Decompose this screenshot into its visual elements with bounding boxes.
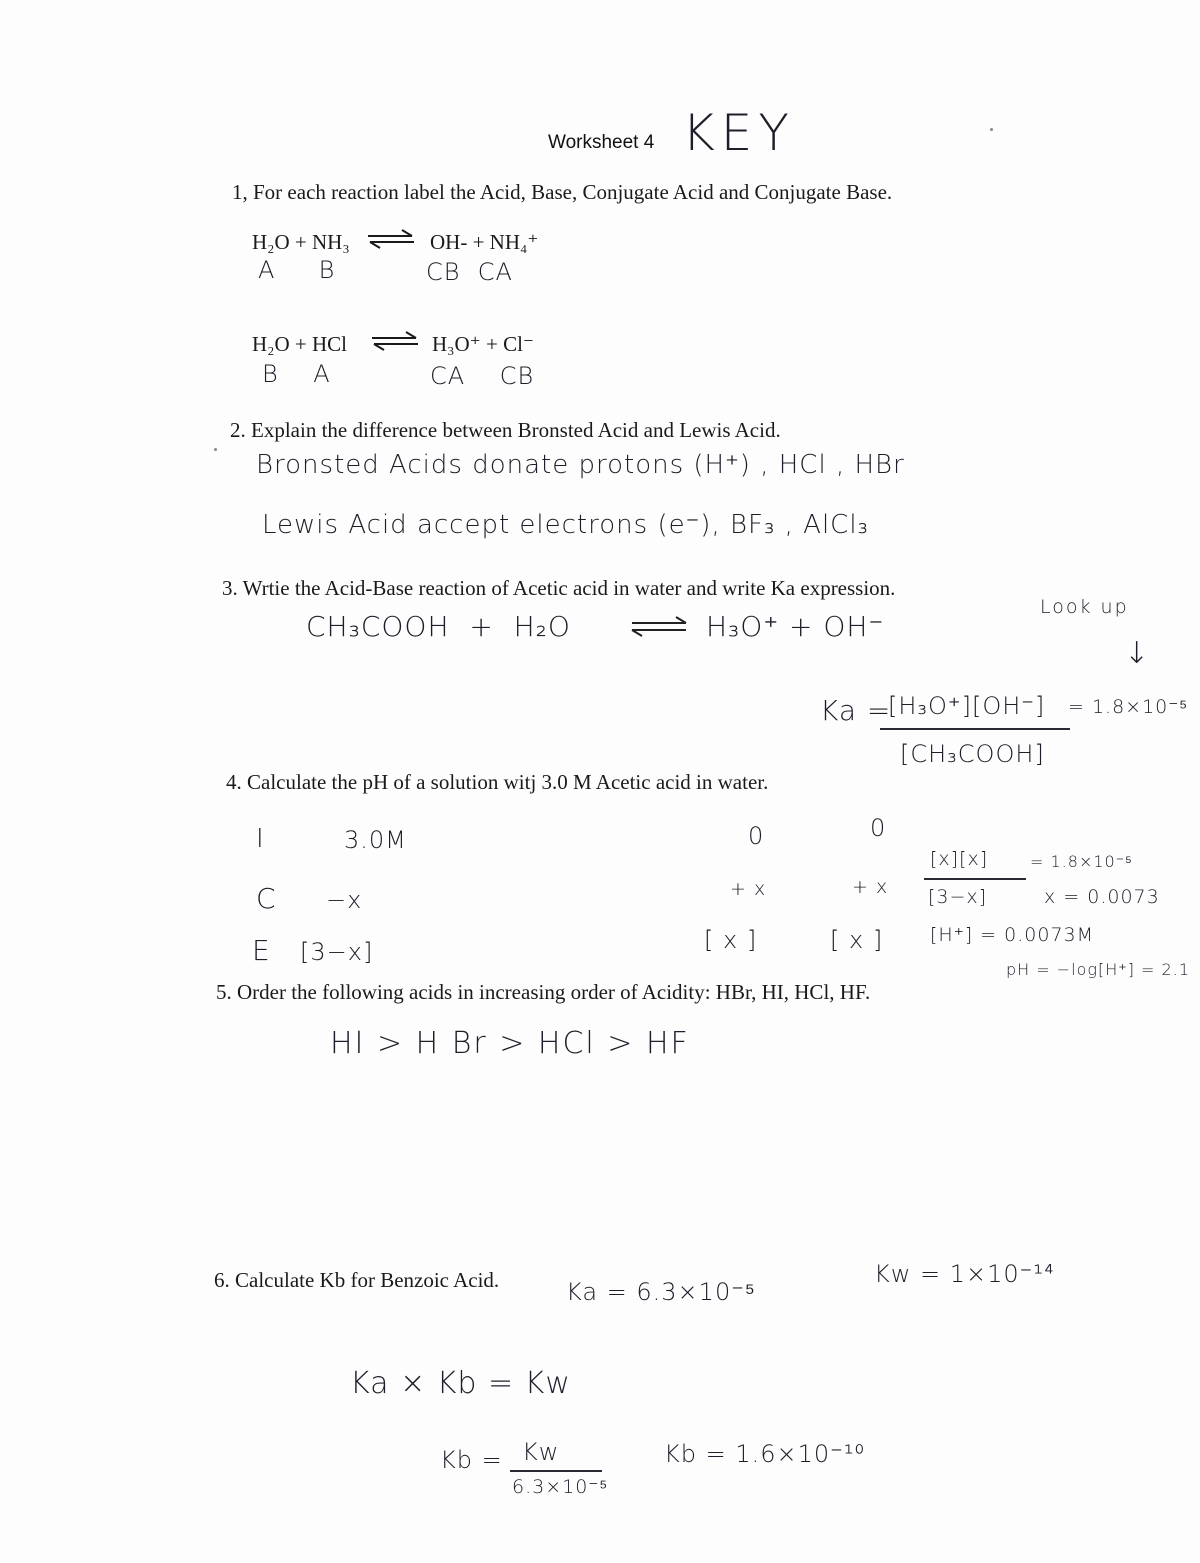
q5-answer: HI > H Br > HCl > HF bbox=[330, 1026, 690, 1061]
q6-kb-result: Kb = 1.6×10⁻¹⁰ bbox=[664, 1440, 866, 1468]
q4-x-solution: x = 0.0073 bbox=[1044, 886, 1160, 908]
ice-initial-oh: 0 bbox=[870, 814, 887, 842]
q6-kb-denominator: 6.3×10⁻⁵ bbox=[512, 1476, 609, 1498]
q4-equilibrium-denominator: [3−x] bbox=[928, 886, 988, 908]
q6-ka-value: Ka = 6.3×10⁻⁵ bbox=[566, 1278, 756, 1306]
q3-reaction-reactants: CH₃COOH + H₂O bbox=[306, 610, 571, 643]
ice-row-change: C bbox=[256, 882, 277, 915]
q1-reaction2-reactant-labels: B A bbox=[262, 360, 331, 388]
worksheet-title: Worksheet 4 bbox=[548, 132, 655, 153]
q2-lewis-answer: Lewis Acid accept electrons (e⁻), BF₃ , AlCl₃ bbox=[262, 510, 869, 540]
q6-kb-numerator: Kw bbox=[522, 1438, 560, 1466]
q4-equilibrium-numerator: [x][x] bbox=[930, 848, 989, 870]
q1-reaction1-reactants: H₂O + NH₃ bbox=[252, 230, 350, 254]
ice-equilibrium-h3o: [ x ] bbox=[704, 926, 758, 954]
q3-reaction-products: H₃O⁺ + OH⁻ bbox=[706, 610, 885, 643]
q3-prompt: 3. Wrtie the Acid-Base reaction of Acetic acid in water and write Ka expression. bbox=[222, 576, 896, 600]
q3-ka-denominator: [CH₃COOH] bbox=[900, 740, 1045, 768]
ice-row-initial: I bbox=[256, 824, 265, 854]
q6-relation: Ka × Kb = Kw bbox=[350, 1366, 571, 1401]
equilibrium-arrow-icon bbox=[370, 330, 420, 352]
q6-kw-value: Kw = 1×10⁻¹⁴ bbox=[874, 1260, 1055, 1288]
down-arrow-icon: ↓ bbox=[1124, 636, 1151, 671]
q1-prompt: 1, For each reaction label the Acid, Base, Conjugate Acid and Conjugate Base. bbox=[232, 180, 893, 204]
equilibrium-arrow-icon bbox=[628, 614, 690, 638]
q4-ph-result: pH = −log[H⁺] = 2.1 bbox=[1006, 960, 1190, 979]
q4-prompt: 4. Calculate the pH of a solution witj 3.0 M Acetic acid in water. bbox=[226, 770, 769, 794]
q1-reaction2-reactants: H₂O + HCl bbox=[252, 332, 348, 356]
q1-reaction1-reactant-labels: A B bbox=[258, 256, 336, 284]
q4-equilibrium-value: = 1.8×10⁻⁵ bbox=[1030, 852, 1133, 871]
q3-look-up-note: Look up bbox=[1040, 596, 1129, 618]
q1-reaction1-products: OH- + NH₄⁺ bbox=[430, 230, 539, 254]
q5-prompt: 5. Order the following acids in increasing order of Acidity: HBr, HI, HCl, HF. bbox=[216, 980, 871, 1004]
q2-prompt: 2. Explain the difference between Bronsted Acid and Lewis Acid. bbox=[230, 418, 781, 442]
q4-h-concentration: [H⁺] = 0.0073M bbox=[930, 924, 1095, 946]
ice-row-equilibrium: E bbox=[252, 934, 271, 967]
q2-bronsted-answer: Bronsted Acids donate protons (H⁺) , HCl , HBr bbox=[256, 450, 905, 480]
fraction-bar bbox=[880, 728, 1070, 730]
fraction-bar bbox=[510, 1470, 602, 1472]
q3-ka-label: Ka = bbox=[820, 694, 892, 727]
q3-ka-value: = 1.8×10⁻⁵ bbox=[1068, 696, 1189, 718]
q1-reaction2-products: H₃O⁺ + Cl⁻ bbox=[432, 332, 535, 356]
ice-initial-acid: 3.0M bbox=[344, 826, 407, 854]
scan-speck bbox=[214, 448, 217, 451]
scan-speck bbox=[990, 128, 993, 131]
ice-equilibrium-oh: [ x ] bbox=[830, 926, 884, 954]
ice-initial-h3o: 0 bbox=[748, 822, 765, 850]
equilibrium-arrow-icon bbox=[366, 228, 416, 250]
ice-equilibrium-acid: [3−x] bbox=[300, 938, 374, 966]
q1-reaction1-product-labels: CB CA bbox=[426, 258, 513, 286]
ice-change-h3o: + x bbox=[730, 878, 767, 900]
fraction-bar bbox=[924, 878, 1026, 880]
ice-change-acid: −x bbox=[326, 886, 363, 914]
q1-reaction2-product-labels: CA CB bbox=[430, 362, 535, 390]
q6-prompt: 6. Calculate Kb for Benzoic Acid. bbox=[214, 1268, 500, 1292]
q6-kb-label: Kb = bbox=[440, 1446, 503, 1474]
q3-ka-numerator: [H₃O⁺][OH⁻] bbox=[888, 692, 1046, 720]
ice-change-oh: + x bbox=[852, 876, 889, 898]
answer-key-label: KEY bbox=[682, 104, 795, 162]
